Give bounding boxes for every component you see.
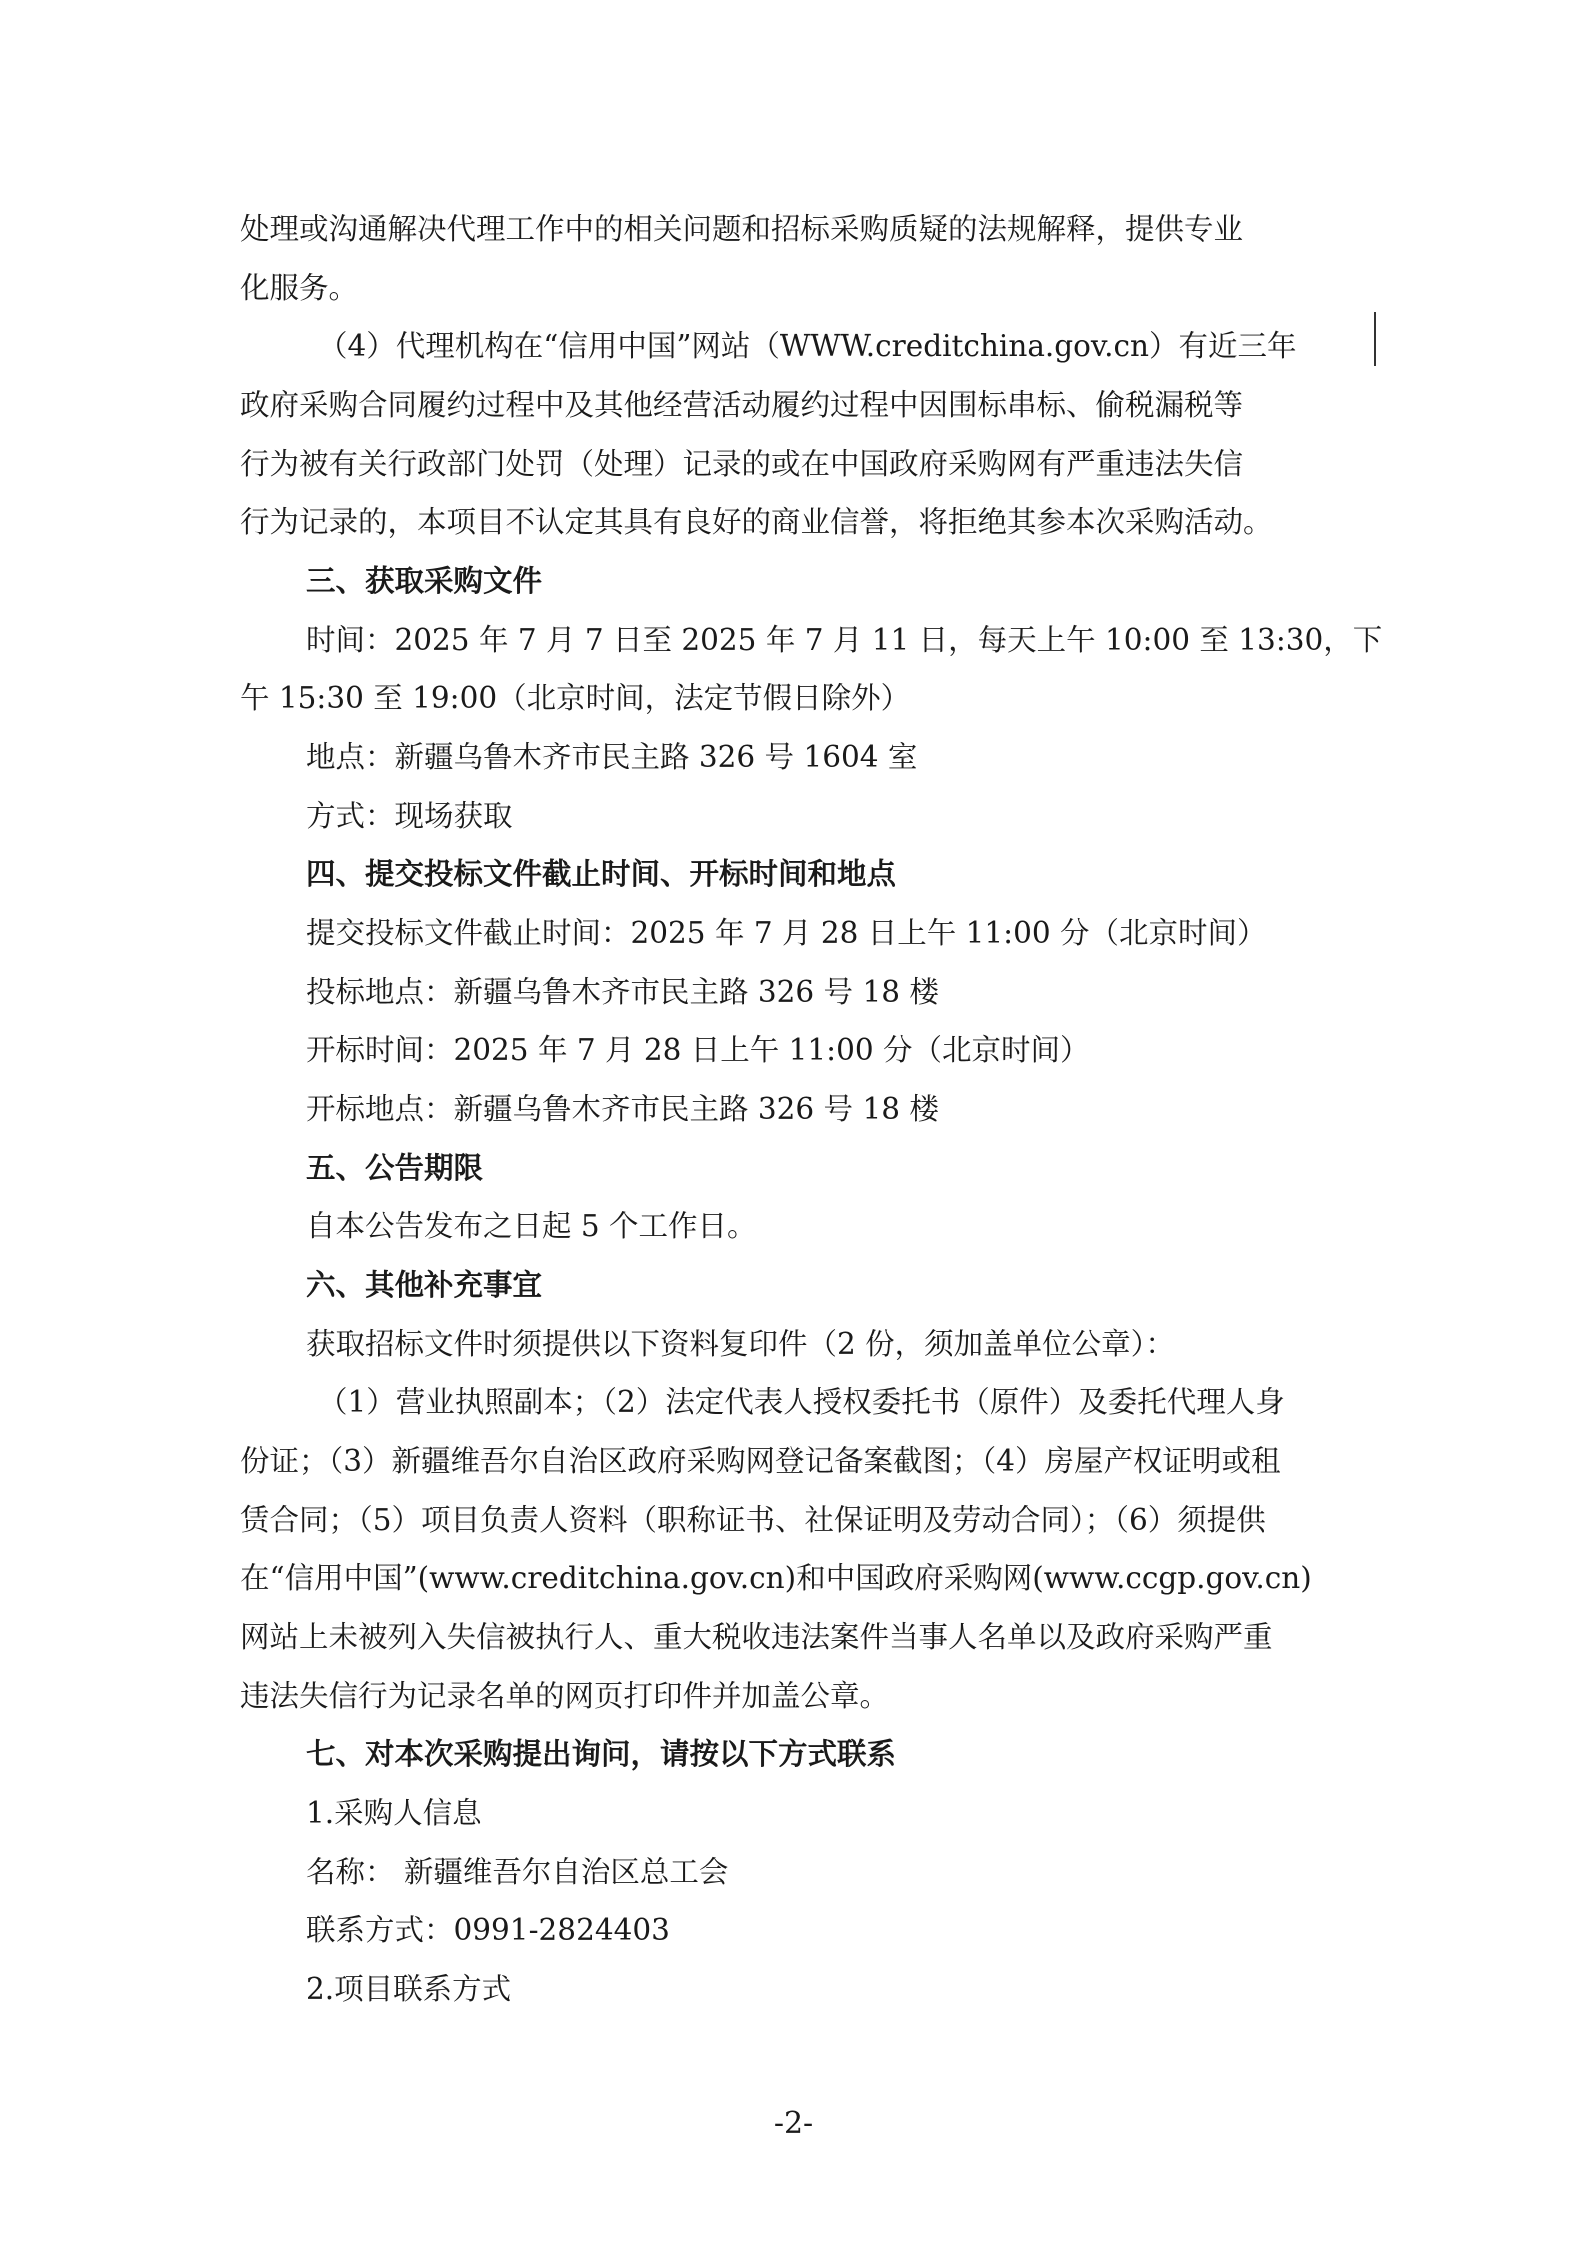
section-heading: 三、获取采购文件	[306, 564, 543, 598]
body-text-line: 在“信用中国”(www.creditchina.gov.cn)和中国政府采购网(www.ccgp.gov.cn)	[240, 1561, 1312, 1595]
section-heading: 六、其他补充事宜	[306, 1268, 543, 1302]
body-text-line: （1）营业执照副本；（2）法定代表人授权委托书（原件）及委托代理人身	[318, 1385, 1285, 1419]
body-text-line: 名称： 新疆维吾尔自治区总工会	[306, 1855, 729, 1889]
section-heading: 七、对本次采购提出询问，请按以下方式联系	[306, 1737, 897, 1771]
body-text-line: 投标地点：新疆乌鲁木齐市民主路 326 号 18 楼	[306, 975, 939, 1009]
body-text-line: 网站上未被列入失信被执行人、重大税收违法案件当事人名单以及政府采购严重	[240, 1620, 1273, 1654]
body-text-line: 化服务。	[240, 271, 359, 305]
section-heading: 五、公告期限	[306, 1151, 484, 1185]
body-text-line: 联系方式：0991-2824403	[306, 1913, 670, 1947]
body-text-line: 午 15:30 至 19:00（北京时间，法定节假日除外）	[240, 681, 911, 715]
body-text-line: 开标时间：2025 年 7 月 28 日上午 11:00 分（北京时间）	[306, 1033, 1090, 1067]
body-text-line: 地点：新疆乌鲁木齐市民主路 326 号 1604 室	[306, 740, 918, 774]
body-text-line: 份证；（3）新疆维吾尔自治区政府采购网登记备案截图；（4）房屋产权证明或租	[240, 1444, 1281, 1478]
body-text-line: （4）代理机构在“信用中国”网站（WWW.creditchina.gov.cn）有近三年	[318, 329, 1297, 363]
body-text-line: 处理或沟通解决代理工作中的相关问题和招标采购质疑的法规解释，提供专业	[240, 212, 1244, 246]
body-text-line: 方式：现场获取	[306, 799, 513, 833]
body-text-line: 1.采购人信息	[306, 1796, 482, 1830]
body-text-line: 获取招标文件时须提供以下资料复印件（2 份，须加盖单位公章）：	[306, 1327, 1175, 1361]
body-text-line: 时间：2025 年 7 月 7 日至 2025 年 7 月 11 日，每天上午 10:00 至 13:30，下	[306, 623, 1383, 657]
body-text-line: 政府采购合同履约过程中及其他经营活动履约过程中因围标串标、偷税漏税等	[240, 388, 1244, 422]
body-text-line: 违法失信行为记录名单的网页打印件并加盖公章。	[240, 1679, 890, 1713]
body-text-line: 自本公告发布之日起 5 个工作日。	[306, 1209, 757, 1243]
body-text-line: 行为记录的，本项目不认定其具有良好的商业信誉，将拒绝其参本次采购活动。	[240, 505, 1273, 539]
body-text-line: 赁合同；（5）项目负责人资料（职称证书、社保证明及劳动合同）；（6）须提供	[240, 1503, 1266, 1537]
revision-mark	[1374, 312, 1376, 366]
section-heading: 四、提交投标文件截止时间、开标时间和地点	[306, 857, 897, 891]
page-number: -2-	[773, 2106, 814, 2141]
body-text-line: 2.项目联系方式	[306, 1972, 512, 2006]
body-text-line: 行为被有关行政部门处罚（处理）记录的或在中国政府采购网有严重违法失信	[240, 447, 1244, 481]
body-text-line: 提交投标文件截止时间：2025 年 7 月 28 日上午 11:00 分（北京时间）	[306, 916, 1267, 950]
body-text-line: 开标地点：新疆乌鲁木齐市民主路 326 号 18 楼	[306, 1092, 939, 1126]
